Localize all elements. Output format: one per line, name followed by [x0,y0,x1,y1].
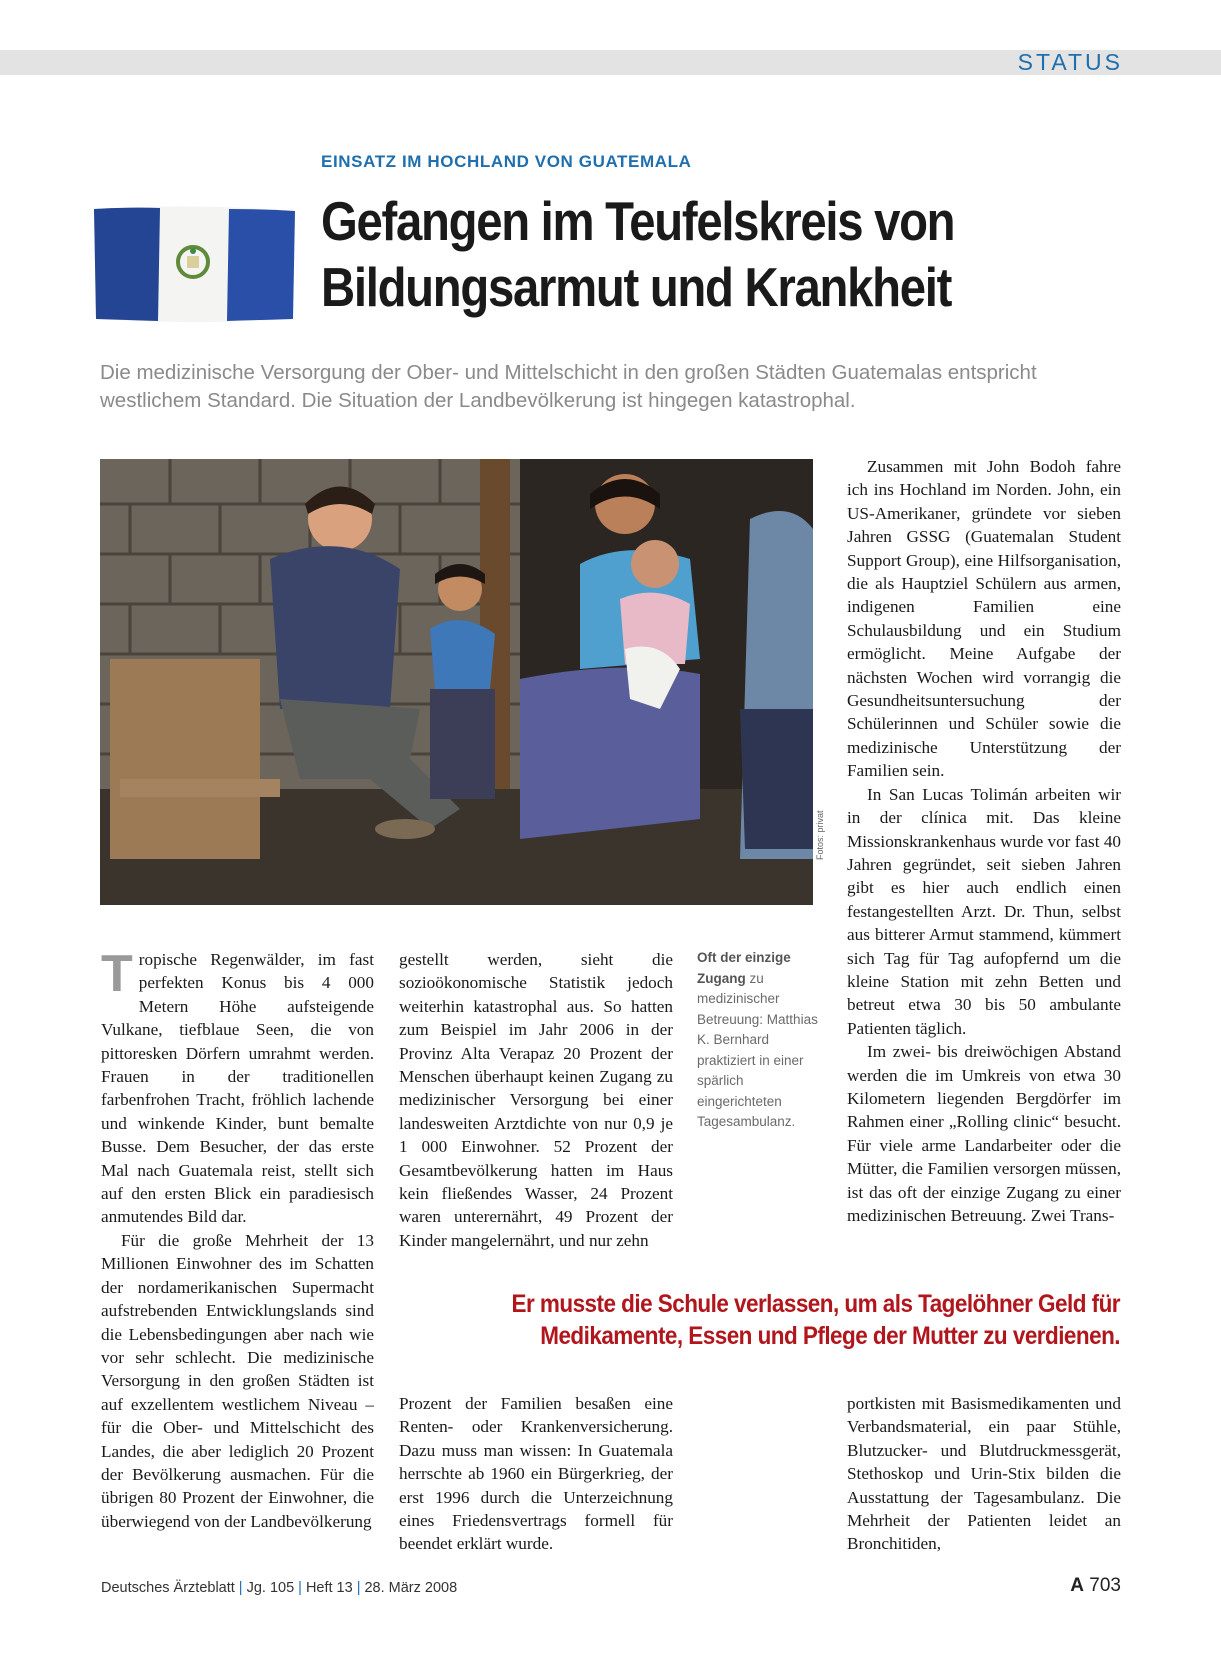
column-2-paragraph-bottom: Prozent der Familien besaßen eine Renten- oder Krankenversicherung. Dazu muss man wissen: In Guatemala herrschte ab 1960 ein Bürgerkrieg, der erst 1996 durch die Unterzeichnung eines Friedensvertrags formell für beendet erklärt wurde. [399,1394,673,1554]
article-column-3 [847,455,1121,1227]
article-lead: Die medizinische Versorgung der Ober- und Mittelschicht in den großen Städten Guatemalas entspricht westlichem Standard. Die Situation der Landbevölkerung ist hingegen katastrophal. [100,361,1037,412]
article-column-2 [399,948,673,1252]
article-column-1 [101,945,374,1533]
column-3-paragraph-1: Zusammen mit John Bodoh fahre ich ins Hochland im Norden. John, ein US-Amerikaner, gründete vor sieben Jahren GSSG (Guatemalan Student Support Group), eine Hilfsorganisation, die als Hauptziel Schülern aus armen, indigenen Familien eine Schulausbildung und ein Studium ermöglicht. Meine Aufgabe der nächsten Wochen wird vorrangig die Gesundheitsuntersuchung der Schülerinnen und Schüler sowie die medizinische Unterstützung der Familien sein. [847,457,1121,781]
title-line-2: Bildungsarmut und Krankheit [321,256,952,318]
article-column-2-bottom [399,1392,673,1556]
article-photo [100,459,813,905]
column-1-paragraph-1 [101,945,374,1229]
footer-separator: | [238,1580,243,1596]
photo-caption [697,948,819,1133]
page-number-value: 703 [1089,1575,1121,1596]
column-3-paragraph-bottom: portkisten mit Basismedikamenten und Verbandsmaterial, ein paar Stühle, Blutzucker- und Blutdruckmessgerät, Stethoskop und Urin-Stix bilden die Ausstattung der Tagesambulanz. Die Mehrheit der Patienten leidet an Bronchitiden, [847,1394,1121,1554]
article-kicker: EINSATZ IM HOCHLAND VON GUATEMALA [321,152,692,171]
footer-issue: Heft 13 [305,1580,353,1596]
footer-separator: | [298,1580,302,1596]
footer-citation [101,1580,457,1596]
drop-cap: T [101,945,133,1003]
footer-separator: | [356,1580,361,1596]
pull-quote [490,1288,1120,1352]
title-line-1: Gefangen im Teufelskreis von [321,190,955,252]
column-3-paragraph-3: Im zwei- bis dreiwöchigen Abstand werden die im Umkreis von etwa 30 Kilometern liegenden Bergdörfer im Rahmen einer „Rolling clinic“ besucht. Für viele arme Landarbeiter oder die Mütter, die Familien versorgen müssen, ist das oft der einzige Zugang zu einer medizinischen Betreuung. Zwei Trans- [847,1042,1121,1225]
pull-quote-line-2: Medikamente, Essen und Pflege der Mutter zu verdienen. [540,1322,1120,1350]
footer-date: 28. März 2008 [364,1580,458,1596]
pull-quote-line-1: Er musste die Schule verlassen, um als Tagelöhner Geld für [511,1290,1120,1318]
article-column-3-bottom [847,1392,1121,1556]
footer-volume: Jg. 105 [246,1580,295,1596]
caption-bold: Oft der einzige Zugang [697,950,791,986]
column-2-paragraph-top: gestellt werden, sieht die sozioökonomische Statistik jedoch weiterhin katastrophal aus. So hatten zum Beispiel im Jahr 2006 in der Provinz Alta Verapaz 20 Prozent der Menschen überhaupt keinen Zugang zu medizinischer Versorgung bei einer landesweiten Arztdichte von nur 0,9 je 1 000 Einwohner. 52 Prozent der Gesamtbevölkerung hatten im Haus kein fließendes Wasser, 24 Prozent waren unterernährt, 49 Prozent der Kinder mangelernährt, und nur zehn [399,950,673,1250]
article-title [321,188,1009,320]
column-1-text-1: ropische Regenwälder, im fast perfekten Konus bis 4 000 Metern Höhe aufsteigende Vulkane, tiefblaue Seen, die von pittoresken Dörfern umrahmt werden. Frauen in der traditionellen farbenfrohen Tracht, fröhlich lachende und winkende Kinder, bunt bemalte Busse. Dem Besucher, der das erste Mal nach Guatemala reist, stellt sich auf den ersten Blick ein paradiesisch anmutendes Bild dar. [101,950,374,1227]
footer-journal: Deutsches Ärzteblatt [101,1580,235,1596]
column-3-paragraph-2: In San Lucas Tolimán arbeiten wir in der clínica mit. Das kleine Missionskrankenhaus wurde vor fast 40 Jahren gegründet, seit sieben Jahren gibt es hier auch endlich einen festangestellten Arzt. Dr. Thun, selbst aus bitterer Armut stammend, kümmert sich Tag für Tag aufopfernd um die kleine Station mit zehn Betten und betreut etwa 30 bis 50 ambulante Patienten täglich. [847,784,1122,1038]
guatemala-flag-image [92,205,297,323]
page-prefix: A [1070,1575,1085,1596]
page-number [1070,1575,1121,1597]
caption-text: zu medizinischer Betreuung: Matthias K. Bernhard praktiziert in einer spärlich eingerichteten Tagesambulanz. [697,970,818,1129]
photo-credit: Fotos: privat [815,810,825,860]
column-1-paragraph-2: Für die große Mehrheit der 13 Millionen Einwohner des im Schatten der nordamerikanischen Supermacht aufstrebenden Entwicklungslands sind die Lebensbedingungen aber nach wie vor sehr schlecht. Die medizinische Versorgung in den großen Städten ist auf exzellentem westlichem Niveau – für die Ober- und Mittelschicht des Landes, die aber lediglich 20 Prozent der Bevölkerung ausmachen. Für die übrigen 80 Prozent der Einwohner, die überwiegend von der Landbevölkerung [101,1230,374,1531]
section-label: STATUS [1017,49,1123,75]
